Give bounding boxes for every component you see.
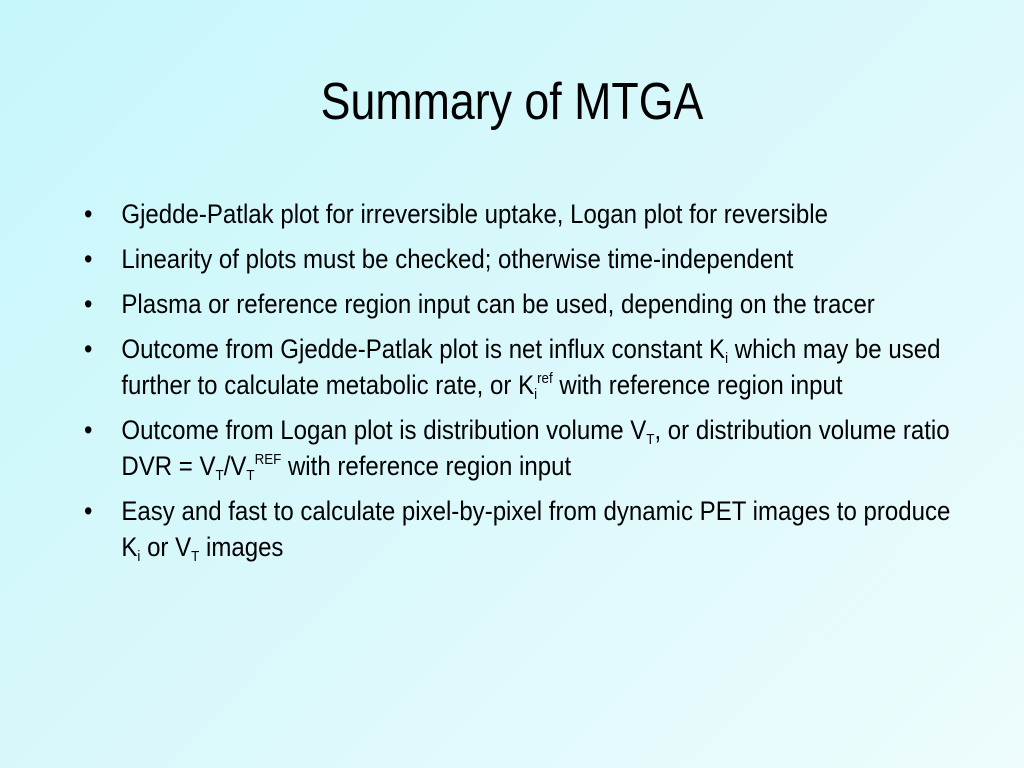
bullet-icon: • [84,334,93,364]
subscript: i [137,548,141,565]
text-run: , or distribution volume ratio DVR = V [121,415,950,481]
bullet-text: Gjedde-Patlak plot for irreversible uptake, Logan plot for reversible [121,199,828,229]
bullet-icon: • [84,289,93,319]
bullet-icon: • [84,199,93,229]
text-run: or V [140,532,192,562]
bullet-item-3 [84,286,976,322]
subscript: T [646,431,655,448]
text-run: images [199,532,284,562]
bullet-text: Linearity of plots must be checked; otherwise time-independent [121,244,794,274]
text-run: which may be used further to calculate metabolic rate, or K [121,334,941,400]
subscript: i [725,350,729,367]
bullet-text [121,496,951,565]
bullet-icon: • [84,244,93,274]
bullet-text: Plasma or reference region input can be used, depending on the tracer [121,289,875,319]
bullet-icon: • [84,415,93,445]
bullet-list [84,196,984,574]
bullet-item-5 [84,412,976,484]
slide-title: Summary of MTGA [320,73,704,131]
superscript: REF [254,451,282,468]
text-run: Outcome from Logan plot is distribution volume V [121,415,647,445]
bullet-text [121,334,941,403]
bullet-text [121,415,950,484]
text-run: with reference region input [281,451,572,481]
bullet-item-6 [84,493,976,565]
subscript: i [534,386,538,403]
superscript: ref [537,370,553,387]
bullet-item-4 [84,331,976,403]
bullet-item-1 [84,196,976,232]
text-run: /V [223,451,247,481]
subscript: T [246,467,255,484]
text-run: Outcome from Gjedde-Patlak plot is net influx constant K [121,334,726,364]
text-run: with reference region input [552,370,843,400]
bullet-item-2 [84,241,976,277]
subscript: T [191,548,200,565]
subscript: T [215,467,224,484]
text-run: Easy and fast to calculate pixel-by-pixel from dynamic PET images to produce K [121,496,951,562]
bullet-icon: • [84,496,93,526]
